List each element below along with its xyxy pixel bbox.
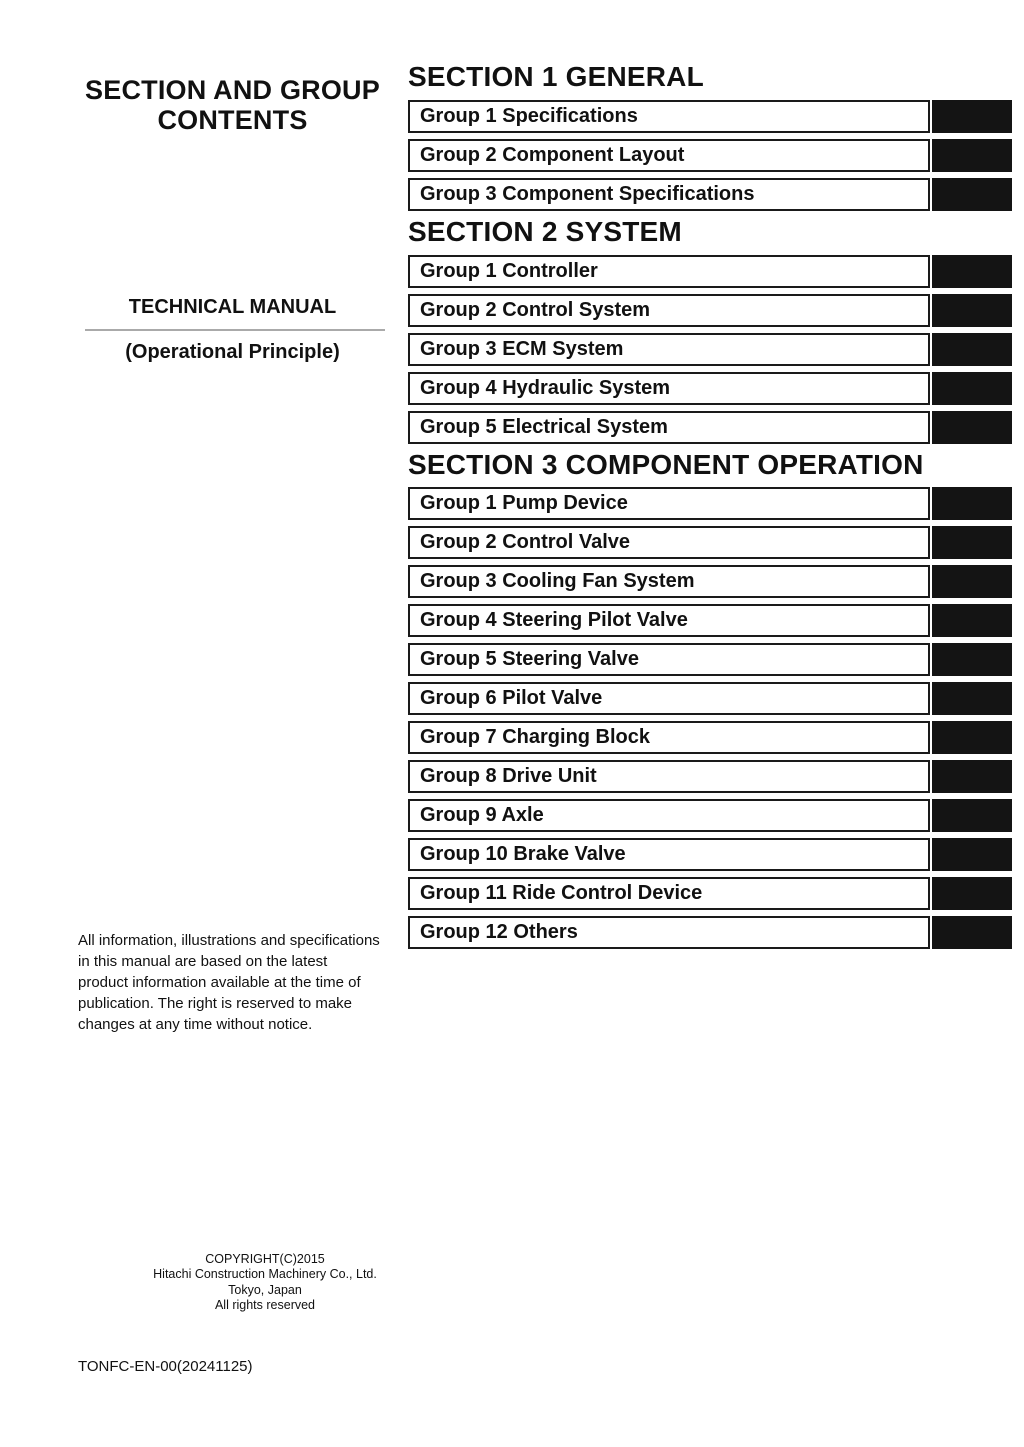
copyright-line: COPYRIGHT(C)2015	[205, 1252, 325, 1266]
group-label: Group 2 Component Layout	[408, 139, 930, 172]
section-title: SECTION 3 COMPONENT OPERATION	[408, 448, 924, 480]
index-tab-marker	[932, 139, 1012, 172]
section-title: SECTION 2 SYSTEM	[408, 215, 682, 247]
group-row	[408, 682, 1012, 715]
group-label: Group 6 Pilot Valve	[408, 682, 930, 715]
index-tab-marker	[932, 526, 1012, 559]
copyright-line: All rights reserved	[214, 1297, 316, 1312]
group-row	[408, 487, 1012, 520]
group-row	[408, 333, 1012, 366]
group-label: Group 8 Drive Unit	[408, 760, 930, 793]
index-tab-marker	[932, 877, 1012, 910]
index-tab-marker	[932, 372, 1012, 405]
manual-title: TECHNICAL MANUAL	[128, 296, 337, 318]
group-row	[408, 411, 1012, 444]
index-tab-marker	[932, 178, 1012, 211]
index-tab-marker	[932, 487, 1012, 520]
index-tab-marker	[932, 100, 1012, 133]
group-row	[408, 799, 1012, 832]
group-row	[408, 838, 1012, 871]
group-label: Group 5 Steering Valve	[408, 643, 930, 676]
contents-list	[408, 62, 1012, 955]
copyright-line: Tokyo, Japan	[228, 1282, 302, 1297]
index-tab-marker	[932, 838, 1012, 871]
index-tab-marker	[932, 565, 1012, 598]
index-tab-marker	[932, 682, 1012, 715]
section-block	[408, 450, 1012, 950]
group-label: Group 3 Component Specifications	[408, 178, 930, 211]
group-label: Group 10 Brake Valve	[408, 838, 930, 871]
index-tab-marker	[932, 916, 1012, 949]
divider-rule	[85, 329, 385, 331]
group-row	[408, 721, 1012, 754]
copyright-block	[100, 1252, 430, 1313]
manual-title-block	[75, 296, 390, 364]
index-tab-marker	[932, 333, 1012, 366]
group-label: Group 7 Charging Block	[408, 721, 930, 754]
group-row	[408, 100, 1012, 133]
section-block	[408, 217, 1012, 444]
group-label: Group 4 Hydraulic System	[408, 372, 930, 405]
page-title	[75, 76, 390, 135]
index-tab-marker	[932, 760, 1012, 793]
copyright-line: Hitachi Construction Machinery Co., Ltd.	[153, 1267, 377, 1282]
group-label: Group 5 Electrical System	[408, 411, 930, 444]
group-label: Group 2 Control System	[408, 294, 930, 327]
group-label: Group 11 Ride Control Device	[408, 877, 930, 910]
document-number: TONFC-EN-00(20241125)	[78, 1358, 253, 1375]
group-row	[408, 372, 1012, 405]
page-title-line2: CONTENTS	[157, 104, 308, 135]
group-row	[408, 877, 1012, 910]
index-tab-marker	[932, 721, 1012, 754]
index-tab-marker	[932, 799, 1012, 832]
index-tab-marker	[932, 643, 1012, 676]
group-label: Group 3 ECM System	[408, 333, 930, 366]
group-row	[408, 916, 1012, 949]
group-label: Group 1 Pump Device	[408, 487, 930, 520]
group-row	[408, 565, 1012, 598]
disclaimer-text: All information, illustrations and specifications in this manual are based on the latest product information available at the time of publication. The right is reserved to make changes at any time without notice.	[78, 932, 380, 1033]
group-label: Group 9 Axle	[408, 799, 930, 832]
group-label: Group 3 Cooling Fan System	[408, 565, 930, 598]
group-label: Group 12 Others	[408, 916, 930, 949]
group-row	[408, 255, 1012, 288]
manual-subtitle: (Operational Principle)	[125, 341, 340, 363]
group-row	[408, 178, 1012, 211]
page-title-line1: SECTION AND GROUP	[85, 75, 380, 105]
section-block	[408, 62, 1012, 211]
group-row	[408, 294, 1012, 327]
index-tab-marker	[932, 255, 1012, 288]
index-tab-marker	[932, 411, 1012, 444]
group-label: Group 2 Control Valve	[408, 526, 930, 559]
group-row	[408, 139, 1012, 172]
index-tab-marker	[932, 294, 1012, 327]
group-row	[408, 760, 1012, 793]
group-label: Group 1 Controller	[408, 255, 930, 288]
group-label: Group 4 Steering Pilot Valve	[408, 604, 930, 637]
index-tab-marker	[932, 604, 1012, 637]
group-label: Group 1 Specifications	[408, 100, 930, 133]
group-row	[408, 526, 1012, 559]
group-row	[408, 643, 1012, 676]
group-row	[408, 604, 1012, 637]
section-title: SECTION 1 GENERAL	[408, 61, 704, 92]
